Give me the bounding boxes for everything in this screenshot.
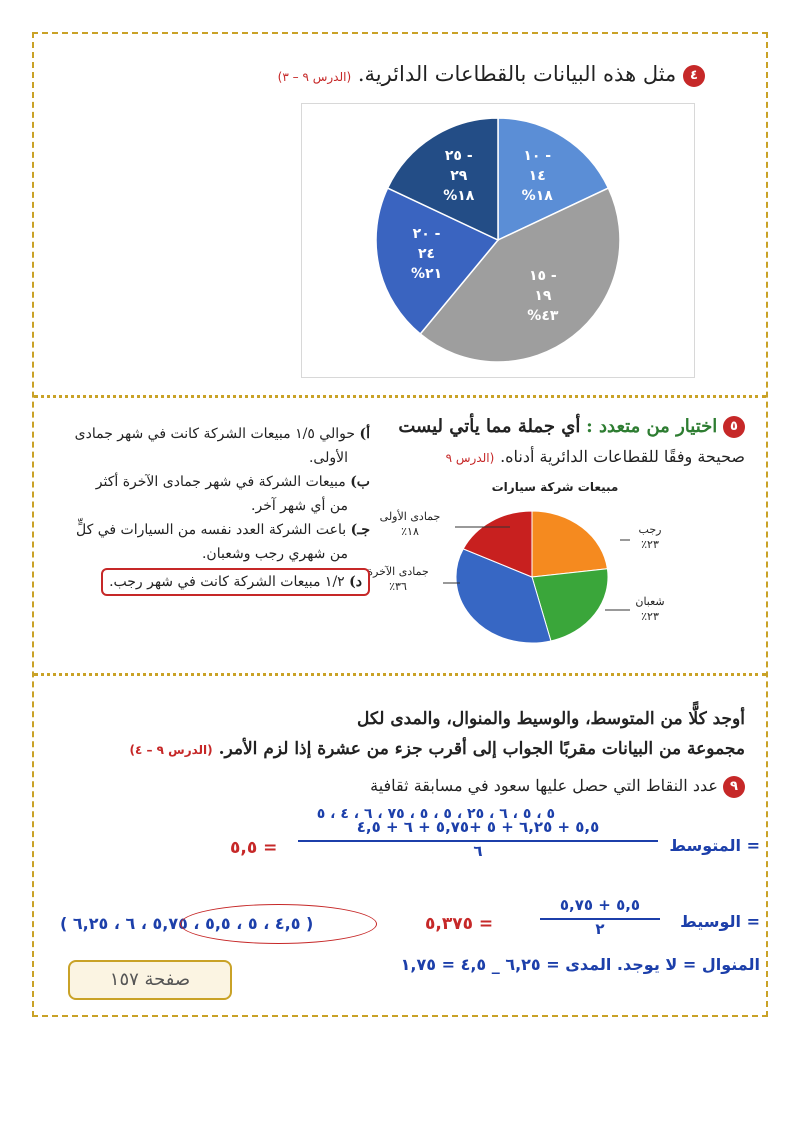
q4-slice-label-0-1: ١٤ [528, 168, 546, 185]
q4-slice-label-2-1: ٢٤ [418, 245, 436, 262]
q4-slice-label-2-2: %٢١ [411, 265, 443, 282]
q9-data-line: ٥ ، ٥ ، ٦ ، ٢٥ ، ٥ ، ٥ ، ٧٥ ، ٦ ، ٤ ، ٥ [316, 806, 555, 822]
q5-slice-label-3-1: ٪١٨ [401, 525, 419, 538]
mean-fraction [298, 818, 658, 860]
q4-slice-label-1-2: %٤٣ [527, 307, 559, 324]
q9-lesson-ref: (الدرس ٩ – ٤) [129, 743, 213, 757]
q5-line2: صحيحة وفقًا للقطاعات الدائرية أدناه. [500, 447, 745, 466]
q5-pie-slice-0 [532, 511, 607, 577]
median-denominator: ٢ [595, 920, 605, 938]
q4-chart-box [301, 103, 695, 378]
q4-text: مثل هذه البيانات بالقطاعات الدائرية. [357, 62, 677, 86]
q5-number-badge: ٥ [723, 416, 745, 438]
mean-denominator: ٦ [473, 842, 483, 860]
q9-number-badge: ٩ [723, 776, 745, 798]
q5-slice-label-2-1: ٪٣٦ [389, 580, 407, 593]
q4-number-badge: ٤ [683, 65, 705, 87]
q5-option-b[interactable]: ب) مبيعات الشركة في شهر جمادى الآخرة أكثر من أي شهر آخر. [95, 474, 370, 514]
q4-slice-label-0-2: %١٨ [521, 188, 553, 205]
q9-heading-line2: مجموعة من البيانات مقربًا الجواب إلى أقرب جزء من عشرة إذا لزم الأمر. [218, 739, 745, 759]
q4-pie-chart [302, 104, 694, 377]
q5-slice-label-0-0: رجب [638, 523, 662, 536]
page-number-box: صفحة ١٥٧ [68, 960, 232, 1000]
q5-slice-label-3-0: جمادى الأولى [379, 510, 441, 523]
q5-option-a[interactable]: أ) حوالي ١/٥ مبيعات الشركة كانت في شهر جمادى الأولى. [74, 426, 370, 466]
mode-range-text: المنوال = لا يوجد. المدى = ٦,٢٥ _ ٤,٥ = ١,٧٥ [400, 955, 760, 974]
q5-chart-title: مبيعات شركة سيارات [491, 480, 619, 494]
median-numerator: ٥,٥ + ٥,٧٥ [540, 896, 660, 920]
q5-slice-label-1-1: ٪٢٣ [641, 610, 659, 623]
q4-slice-label-3-0: ٢٥ - [444, 148, 473, 165]
median-fraction [540, 896, 660, 938]
q4-heading [278, 62, 705, 87]
q9-heading-line1: أوجد كلًّا من المتوسط، والوسيط والمنوال، والمدى لكل [356, 709, 745, 729]
q5-pie-chart [367, 495, 690, 655]
median-label: الوسيط = [680, 912, 760, 931]
q5-slice-label-1-0: شعبان [635, 595, 665, 608]
q5-option-d-selected[interactable]: د) ١/٢ مبيعات الشركة كانت في شهر رجب. [101, 568, 370, 596]
mean-numerator: ٥,٥ + ٦,٢٥ + ٥ +٥,٧٥ + ٦ + ٤,٥ [298, 818, 658, 842]
q4-slice-label-2-0: ٢٠ - [412, 225, 441, 242]
q4-lesson-ref: (الدرس ٩ – ٣) [277, 70, 352, 84]
q5-title-green: اختيار من متعدد : [586, 416, 718, 437]
q4-slice-label-0-0: ١٠ - [523, 148, 552, 165]
median-ordered-data: ( ٤,٥ ، ٥ ، ٥,٥ ، ٥,٧٥ ، ٦ ، ٦,٢٥ ) [60, 914, 314, 933]
median-result: = ٥,٣٧٥ [425, 914, 494, 934]
q9-heading [45, 704, 745, 765]
q4-slice-label-3-2: %١٨ [443, 188, 475, 205]
q4-slice-label-1-0: ١٥ - [528, 267, 557, 284]
q5-slice-label-0-1: ٪٢٣ [641, 538, 659, 551]
mean-result: = ٥,٥ [230, 838, 278, 858]
q5-title-rest: أي جملة مما يأتي ليست [398, 416, 581, 437]
mode-range-line [401, 955, 760, 974]
q5-lesson-ref: (الدرس ٩ [445, 451, 495, 465]
separator-1 [34, 395, 766, 398]
median-circle-annotation [180, 904, 377, 944]
q4-slice-label-3-1: ٢٩ [450, 168, 468, 185]
q5-option-c[interactable]: جـ) باعت الشركة العدد نفسه من السيارات في كلٍّ من شهري رجب وشعبان. [75, 522, 370, 562]
q9-desc-text: عدد النقاط التي حصل عليها سعود في مسابقة ثقافية [370, 776, 718, 795]
separator-2 [34, 673, 766, 676]
mean-label: المتوسط = [669, 836, 760, 855]
q5-options [50, 422, 370, 596]
q4-slice-label-1-1: ١٩ [534, 287, 552, 304]
q5-slice-label-2-0: جمادى الآخرة [367, 565, 429, 578]
q5-heading [395, 412, 745, 473]
